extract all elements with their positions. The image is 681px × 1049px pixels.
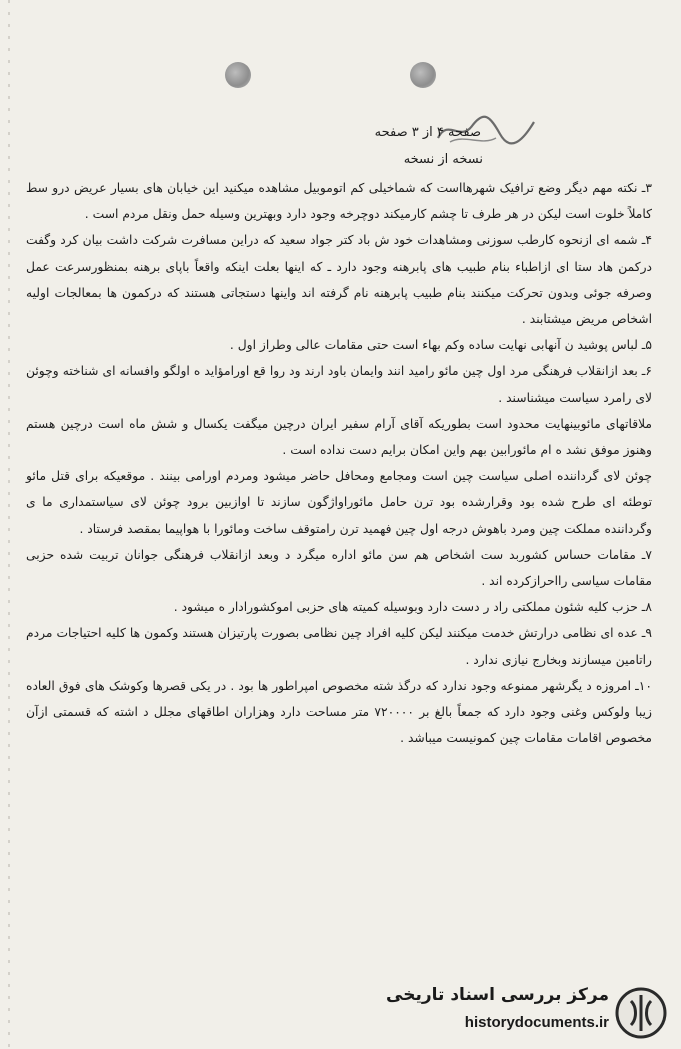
archive-logo: [387, 981, 667, 1043]
paragraph-3: ۳ـ نکته مهم دیگر وضع ترافیک شهرهااست که شماخیلی کم اتوموبیل مشاهده میکنید این خیابان های بسیار عریض درو سط کاملاً خلوت است لیکن در هر طرف تا چشم کارمیکند دوچرخه وجود دارد وبهترین وسیله حمل ونقل مردم است .: [26, 181, 652, 222]
paragraph-mao-meetings: ملاقاتهای مائوبینهایت محدود است بطوریکه آقای آرام سفیر ایران درچین میگفت یکسال و شش ماه است درچین هستم وهنوز موفق نشد ه ام مائورابین بهم واین امکان برایم دست نداده است .: [26, 416, 652, 458]
paragraph-7: ۷ـ مقامات حساس کشوربد ست اشخاص هم سن مائو اداره میگرد د وبعد ازانقلاب فرهنگی جوانان تربیت شده حزبی مقامات سیاسی رااحرازکرده اند .: [26, 547, 652, 589]
archive-emblem-icon: [615, 987, 667, 1039]
paragraph-4: ۴ـ شمه ای ازنحوه کارطب سوزنی ومشاهدات خود ش باد کتر جواد سعید که دراین مسافرت شرکت داشت بیان کرد وگفت درکمن هاد ستا ای ازاطباء بنام طبیب های پابرهنه وجود دارد ـ که اینها بعلت اینکه واقعاً باپای برهنه بمنظورسرعت عمل وصرفه جوئی وبدون تحرکت میکنند بنام طبیب پابرهنه نام گرفته اند واینها دستجاتی هستند که درکمون ها بمعالجات اولیه اشخاص مریض میشتابند .: [26, 233, 652, 327]
paragraph-6: ۶ـ بعد ازانقلاب فرهنگی مرد اول چین مائو رامید انند وایمان باود ارند ود روا قع اورامؤاید ه اولگو وافسانه ای شناخته وچوئن لای رامرد سیاست میشناسند .: [26, 364, 652, 405]
punch-hole-right: [410, 62, 436, 88]
document-body: [26, 175, 652, 751]
copy-number-line: نسخه از نسخه: [403, 152, 483, 167]
paragraph-5: ۵ـ لباس پوشید ن آنهابی نهایت ساده وکم بهاء است حتی مقامات عالی وطراز اول .: [229, 338, 652, 353]
logo-title: مرکز بررسی اسناد تاریخی: [386, 985, 609, 1005]
paragraph-zhou-enlai: چوئن لای گرداننده اصلی سیاست چین است ومجامع ومحافل حاضر میشود ومردم اورامی بینند . موقعیکه برای قتل مائو توطئه ای طرح شده بود وقرارشده بود ترن حامل مائوراواژگون سازند تا اوازبین برود چوئن لای سیاستمداری ما ی وگرداننده مملکت چین ومرد باهوش درجه اول چین فهمید ترن رامتوقف ساخت ومائورا با هواپیما بمقصد فرستاد .: [26, 469, 652, 536]
logo-url: historydocuments.ir: [464, 1014, 609, 1031]
paragraph-8: ۸ـ حزب کلیه شئون مملکتی راد ر دست دارد وبوسیله کمیته های حزبی اموکشورادار ه میشود .: [173, 600, 652, 615]
punch-hole-left: [225, 62, 251, 88]
left-edge-line: [8, 0, 11, 1049]
paragraph-9: ۹ـ عده ای نظامی درارتش خدمت میکنند لیکن کلیه افراد چین نظامی بصورت پارتیزان هستند وکمون ها کلیه احتیاجات مردم راتامین میسازند وبخارج نیازی ندارد .: [26, 626, 652, 667]
page-number-line: صفحه ۴ از ۳ صفحه: [374, 125, 481, 140]
paragraph-10: ۱۰ـ امروزه د یگرشهر ممنوعه وجود ندارد که درگذ شته مخصوص امپراطور ها بود . در یکی قصرها وکوشک های فوق العاده زیبا ولوکس وغنی وجود دارد که جمعاً بالغ بر ۷۲۰۰۰۰ متر مساحت دارد وهزاران اطاقهای مجلل د اشته که قسمتی ازآن مخصوص اقامات مقامات چین کمونیست میباشد .: [26, 678, 652, 746]
